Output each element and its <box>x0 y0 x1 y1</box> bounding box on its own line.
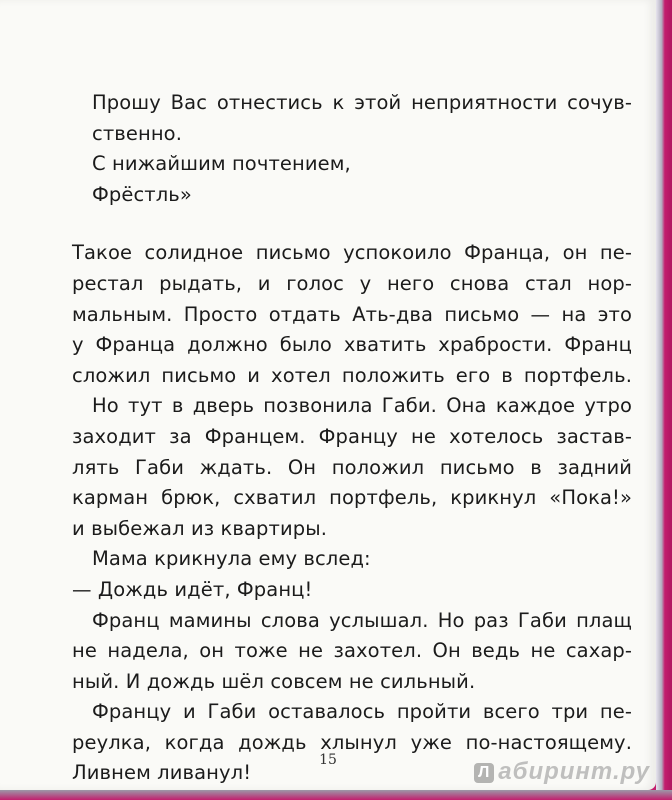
paragraph <box>72 544 632 575</box>
text-line: Прошу Вас отнестись к этой неприятности сочув- <box>92 91 632 114</box>
text-line: Мама крикнула ему вслед: <box>92 547 371 571</box>
text-line: реулка, когда дождь хлынул уже по-настоящему. <box>72 730 632 754</box>
text-line: мальным. Просто отдать Ать-два письмо — на это <box>72 302 632 326</box>
text-line: Фрёстль» <box>92 182 192 206</box>
page-number: 15 <box>319 752 337 768</box>
text-line: С нижайшим почтением, <box>92 152 351 176</box>
spacer <box>72 210 632 238</box>
text-line: Ливнем ливанул! <box>72 761 252 785</box>
text-line: Францу и Габи оставалось пройти всего три пе- <box>92 700 632 724</box>
text-line: Но тут в дверь позвонила Габи. Она каждое утро <box>92 394 632 418</box>
book-bottom-edge <box>0 790 672 800</box>
text-line: ный. И дождь шёл совсем не сильный. <box>72 669 476 693</box>
paragraph-continuation <box>72 636 632 697</box>
page-text <box>72 88 632 789</box>
paragraph <box>72 606 632 637</box>
paragraph <box>72 697 632 728</box>
text-line: лять Габи ждать. Он положил письмо в задний <box>72 455 632 479</box>
watermark <box>474 758 650 786</box>
paragraph <box>72 391 632 422</box>
text-line: сложил письмо и хотел положить его в портфель. <box>72 363 632 387</box>
paragraph <box>72 238 632 391</box>
watermark-text: абиринт.ру <box>498 758 650 785</box>
text-line: — Дождь идёт, Франц! <box>72 577 313 601</box>
text-line: карман брюк, схватил портфель, крикнул «Пока!» <box>72 486 632 510</box>
text-line: рестал рыдать, и голос у него снова стал нор- <box>72 271 632 295</box>
paragraph <box>72 575 632 606</box>
text-line: заходит за Францем. Францу не хотелось застав- <box>72 424 632 448</box>
text-line: Такое солидное письмо успокоило Франца, он пе- <box>72 241 632 265</box>
text-line: не надела, он тоже не захотел. Он ведь не сахар- <box>72 639 632 663</box>
text-line: Франц мамины слова услышал. Но раз Габи плащ <box>92 608 632 632</box>
watermark-logo-icon: Л <box>474 763 494 783</box>
letter-ending <box>72 88 632 210</box>
text-line: ственно. <box>92 121 182 145</box>
text-line: и выбежал из квартиры. <box>72 516 328 540</box>
text-line: у Франца должно было хватить храбрости. Франц <box>72 333 632 357</box>
paragraph-continuation <box>72 422 632 544</box>
book-spine-edge <box>656 0 672 800</box>
